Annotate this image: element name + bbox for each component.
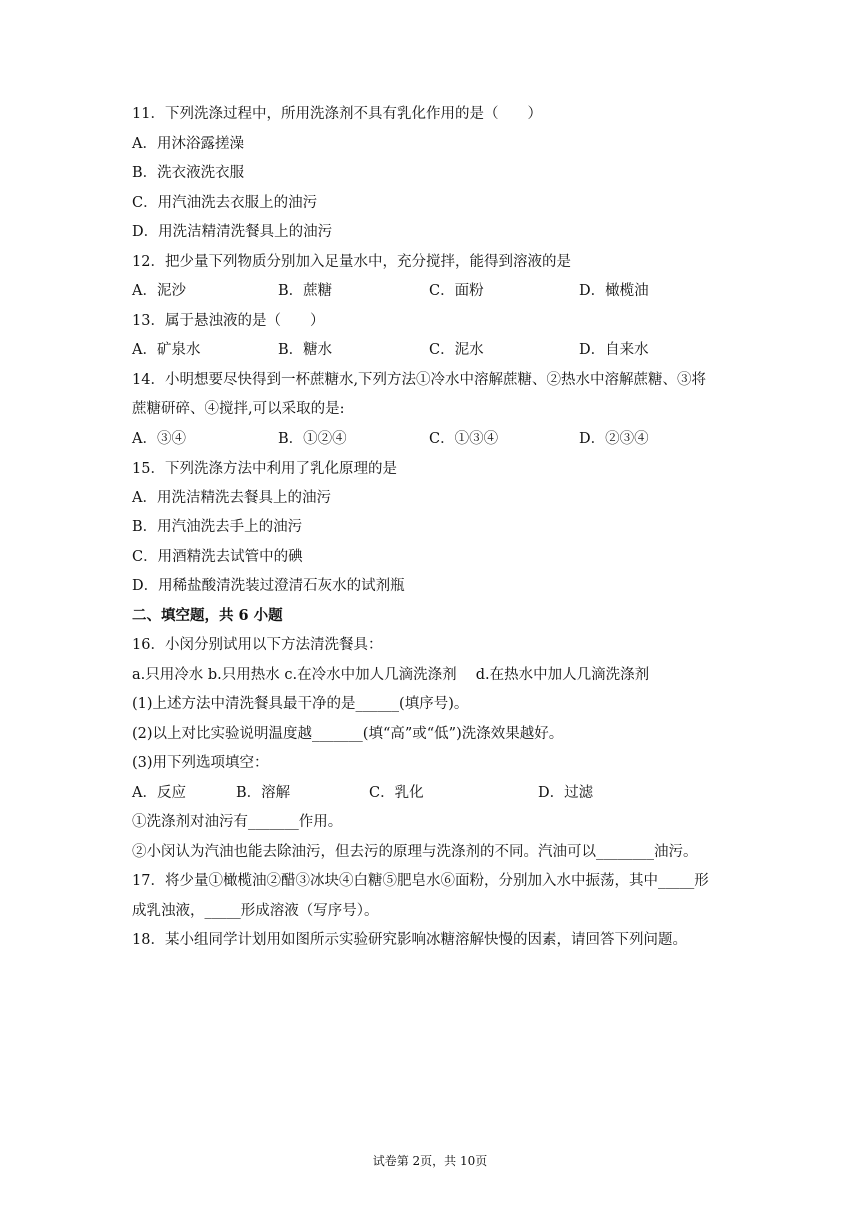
- q15-stem: 15．下列洗涤方法中利用了乳化原理的是: [132, 461, 397, 477]
- q17-line2: 成乳浊液，_____形成溶液（写序号）。: [132, 903, 379, 919]
- q12-option-a: A．泥沙: [132, 283, 186, 299]
- q16-option-d: D．过滤: [538, 785, 594, 801]
- q15-option-d: D．用稀盐酸清洗装过澄清石灰水的试剂瓶: [132, 578, 405, 594]
- q12-options: [132, 281, 732, 301]
- q14-option-a: A．③④: [132, 431, 186, 447]
- q16-option-c: C．乳化: [369, 785, 424, 801]
- q11-stem: 11．下列洗涤过程中，所用洗涤剂不具有乳化作用的是（ ）: [132, 106, 542, 122]
- q14-stem-line2: 蔗糖研碎、④搅拌,可以采取的是:: [132, 401, 345, 417]
- q15-option-a: A．用洗洁精洗去餐具上的油污: [132, 490, 331, 506]
- q11-option-a: A．用沐浴露搓澡: [132, 136, 244, 152]
- q13-option-d: D．自来水: [579, 342, 649, 358]
- q14-option-d: D．②③④: [579, 431, 649, 447]
- q13-option-c: C．泥水: [429, 342, 484, 358]
- q16-part3: (3)用下列选项填空：: [132, 755, 269, 771]
- q11-option-c: C．用汽油洗去衣服上的油污: [132, 195, 318, 211]
- page-footer: 试卷第 2页，共 10页: [372, 1154, 488, 1168]
- q16-part1: (1)上述方法中清洗餐具最干净的是______(填序号)。: [132, 696, 469, 712]
- q11-option-b: B．洗衣液洗衣服: [132, 165, 245, 181]
- q13-option-b: B．糖水: [278, 342, 333, 358]
- q11-option-d: D．用洗洁精清洗餐具上的油污: [132, 224, 333, 240]
- q16-methods: a.只用冷水 b.只用热水 c.在冷水中加人几滴洗涤剂 d.在热水中加人几滴洗涤剂: [132, 667, 650, 683]
- q16-sub1: ①洗涤剂对油污有_______作用。: [132, 814, 343, 830]
- q16-option-b: B．溶解: [236, 785, 291, 801]
- q14-option-b: B．①②④: [278, 431, 347, 447]
- q14-stem-line1: 14．小明想要尽快得到一杯蔗糖水,下列方法①冷水中溶解蔗糖、②热水中溶解蔗糖、③将: [132, 372, 707, 388]
- q18-line1: 18．某小组同学计划用如图所示实验研究影响冰糖溶解快慢的因素，请回答下列问题。: [132, 932, 687, 948]
- q14-options: [132, 429, 732, 449]
- q16-option-a: A．反应: [132, 785, 186, 801]
- q15-option-c: C．用酒精洗去试管中的碘: [132, 549, 303, 565]
- q16-part2: (2)以上对比实验说明温度越_______(填“高”或“低”)洗涤效果越好。: [132, 726, 564, 742]
- q16-sub2: ②小闵认为汽油也能去除油污，但去污的原理与洗涤剂的不同。汽油可以________油污。: [132, 844, 698, 860]
- q12-stem: 12．把少量下列物质分别加入足量水中，充分搅拌，能得到溶液的是: [132, 254, 571, 270]
- q14-option-c: C．①③④: [429, 431, 499, 447]
- q13-stem: 13．属于悬浊液的是（ ）: [132, 313, 325, 329]
- q12-option-d: D．橄榄油: [579, 283, 649, 299]
- q12-option-c: C．面粉: [429, 283, 484, 299]
- q17-line1: 17．将少量①橄榄油②醋③冰块④白糖⑤肥皂水⑥面粉，分别加入水中振荡，其中_____形: [132, 873, 709, 889]
- section-heading: 二、填空题，共 6 小题: [132, 607, 283, 624]
- q16-options: [132, 783, 732, 803]
- q15-option-b: B．用汽油洗去手上的油污: [132, 519, 303, 535]
- q13-option-a: A．矿泉水: [132, 342, 201, 358]
- q13-options: [132, 340, 732, 360]
- q16-stem: 16．小闵分别试用以下方法清洗餐具：: [132, 637, 383, 653]
- q12-option-b: B．蔗糖: [278, 283, 333, 299]
